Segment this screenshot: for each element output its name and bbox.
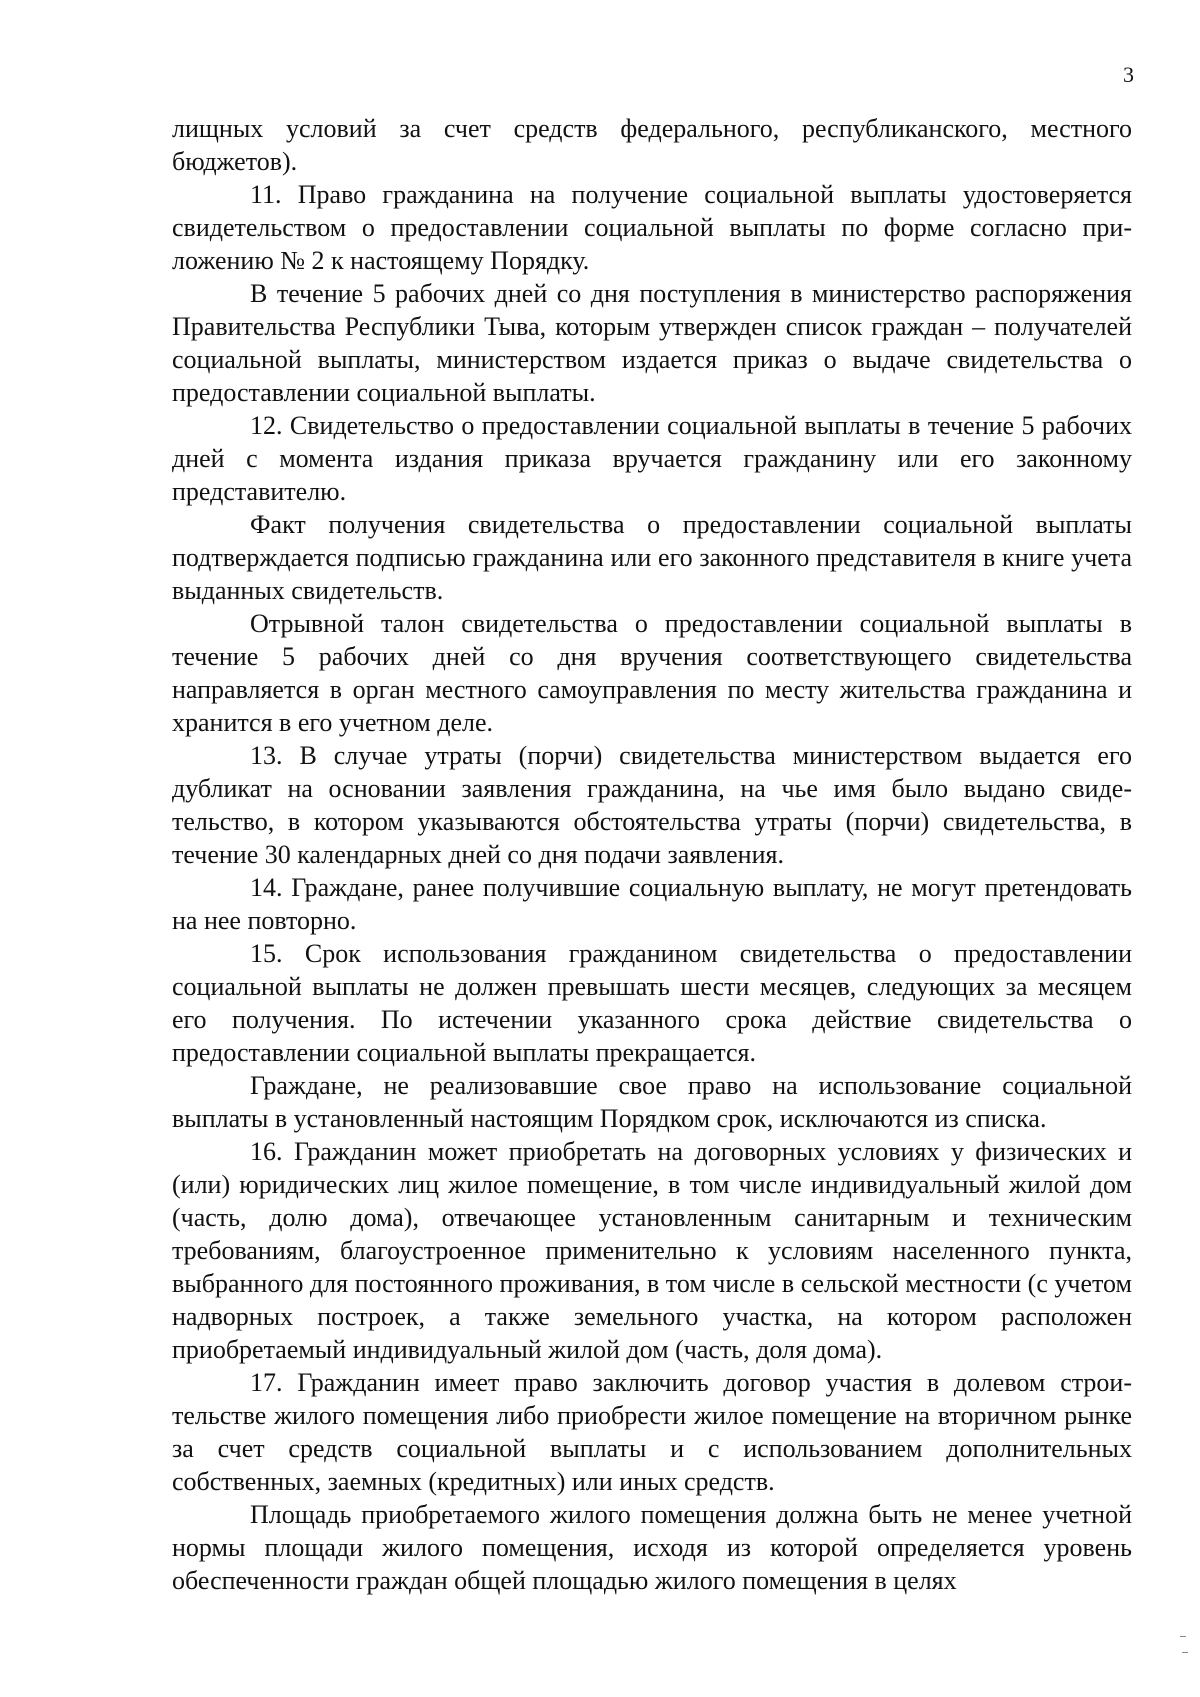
paragraph-item-16: 16. Гражданин может приобретать на договорных условиях у физических и (или) юридических лиц жилое помещение, в том числе индивидуальный жилой дом (часть, долю дома), отвечающее установленным санитарным и техническим требованиям, благоустроенное применительно к условиям населенного пункта, выбранного для постоянного проживания, в том числе в сельской местности (с учетом надворных построек, а также земельного участка, на котором расположен приобретаемый индивидуальный жилой дом (часть, доля дома). <box>172 1137 1132 1364</box>
paragraph-area-requirement: Площадь приобретаемого жилого помещения должна быть не менее учетной нормы площади жилого помещения, исходя из которой определяется уровень обеспеченности граждан общей площадью жилого помещения в целях <box>172 1500 1132 1595</box>
paragraph-exclusion: Граждане, не реализовавшие свое право на использование социальной выплаты в установленный настоящим Порядком срок, исключаются из списка. <box>172 1071 1132 1133</box>
scan-artifact <box>1182 1652 1188 1653</box>
paragraph-item-13: 13. В случае утраты (порчи) свидетельства министерством выдается его дубликат на основании заявления гражданина, на чье имя было выдано свидетельство, в котором указываются обстоятельства утраты (порчи) свидетельства, в течение 30 календарных дней со дня подачи заявления. <box>172 741 1132 869</box>
document-body <box>172 112 1132 1597</box>
paragraph-tear-off-coupon: Отрывной талон свидетельства о предоставлении социальной выплаты в течение 5 рабочих дней со дня вручения соответствующего свидетельства направляется в орган местного самоуправления по месту жительства гражданина и хранится в его учетном деле. <box>172 609 1132 737</box>
paragraph-item-17: 17. Гражданин имеет право заключить договор участия в долевом строительстве жилого помещения либо приобрести жилое помещение на вторичном рынке за счет средств социальной выплаты и с использованием дополнительных собственных, заемных (кредитных) или иных средств. <box>172 1368 1132 1496</box>
paragraph-item-14: 14. Граждане, ранее получившие социальную выплату, не могут претендовать на нее повторно. <box>172 873 1132 935</box>
scan-artifact <box>1180 1636 1186 1637</box>
page-number: 3 <box>1123 62 1134 87</box>
paragraph-item-12: 12. Свидетельство о предоставлении социальной выплаты в течение 5 рабочих дней с момента издания приказа вручается гражданину или его законному представителю. <box>172 411 1132 506</box>
paragraph-issuance-order: В течение 5 рабочих дней со дня поступления в министерство распоряжения Правительства Республики Тыва, которым утвержден список граждан – получателей социальной выплаты, министерством издается приказ о выдаче свидетельства о предоставлении социальной выплаты. <box>172 279 1132 407</box>
paragraph-continuation: лищных условий за счет средств федерального, республиканского, местного бюджетов). <box>172 114 1132 176</box>
paragraph-item-11: 11. Право гражданина на получение социальной выплаты удостоверяется свидетельством о предоставлении социальной выплаты по форме согласно приложению № 2 к настоящему Порядку. <box>172 180 1132 275</box>
paragraph-item-15: 15. Срок использования гражданином свидетельства о предоставлении социальной выплаты не должен превышать шести месяцев, следующих за месяцем его получения. По истечении указанного срока действие свидетельства о предоставлении социальной выплаты прекращается. <box>172 939 1132 1067</box>
paragraph-receipt-signature: Факт получения свидетельства о предоставлении социальной выплаты подтверждается подписью гражданина или его законного представителя в книге учета выданных свидетельств. <box>172 510 1132 605</box>
